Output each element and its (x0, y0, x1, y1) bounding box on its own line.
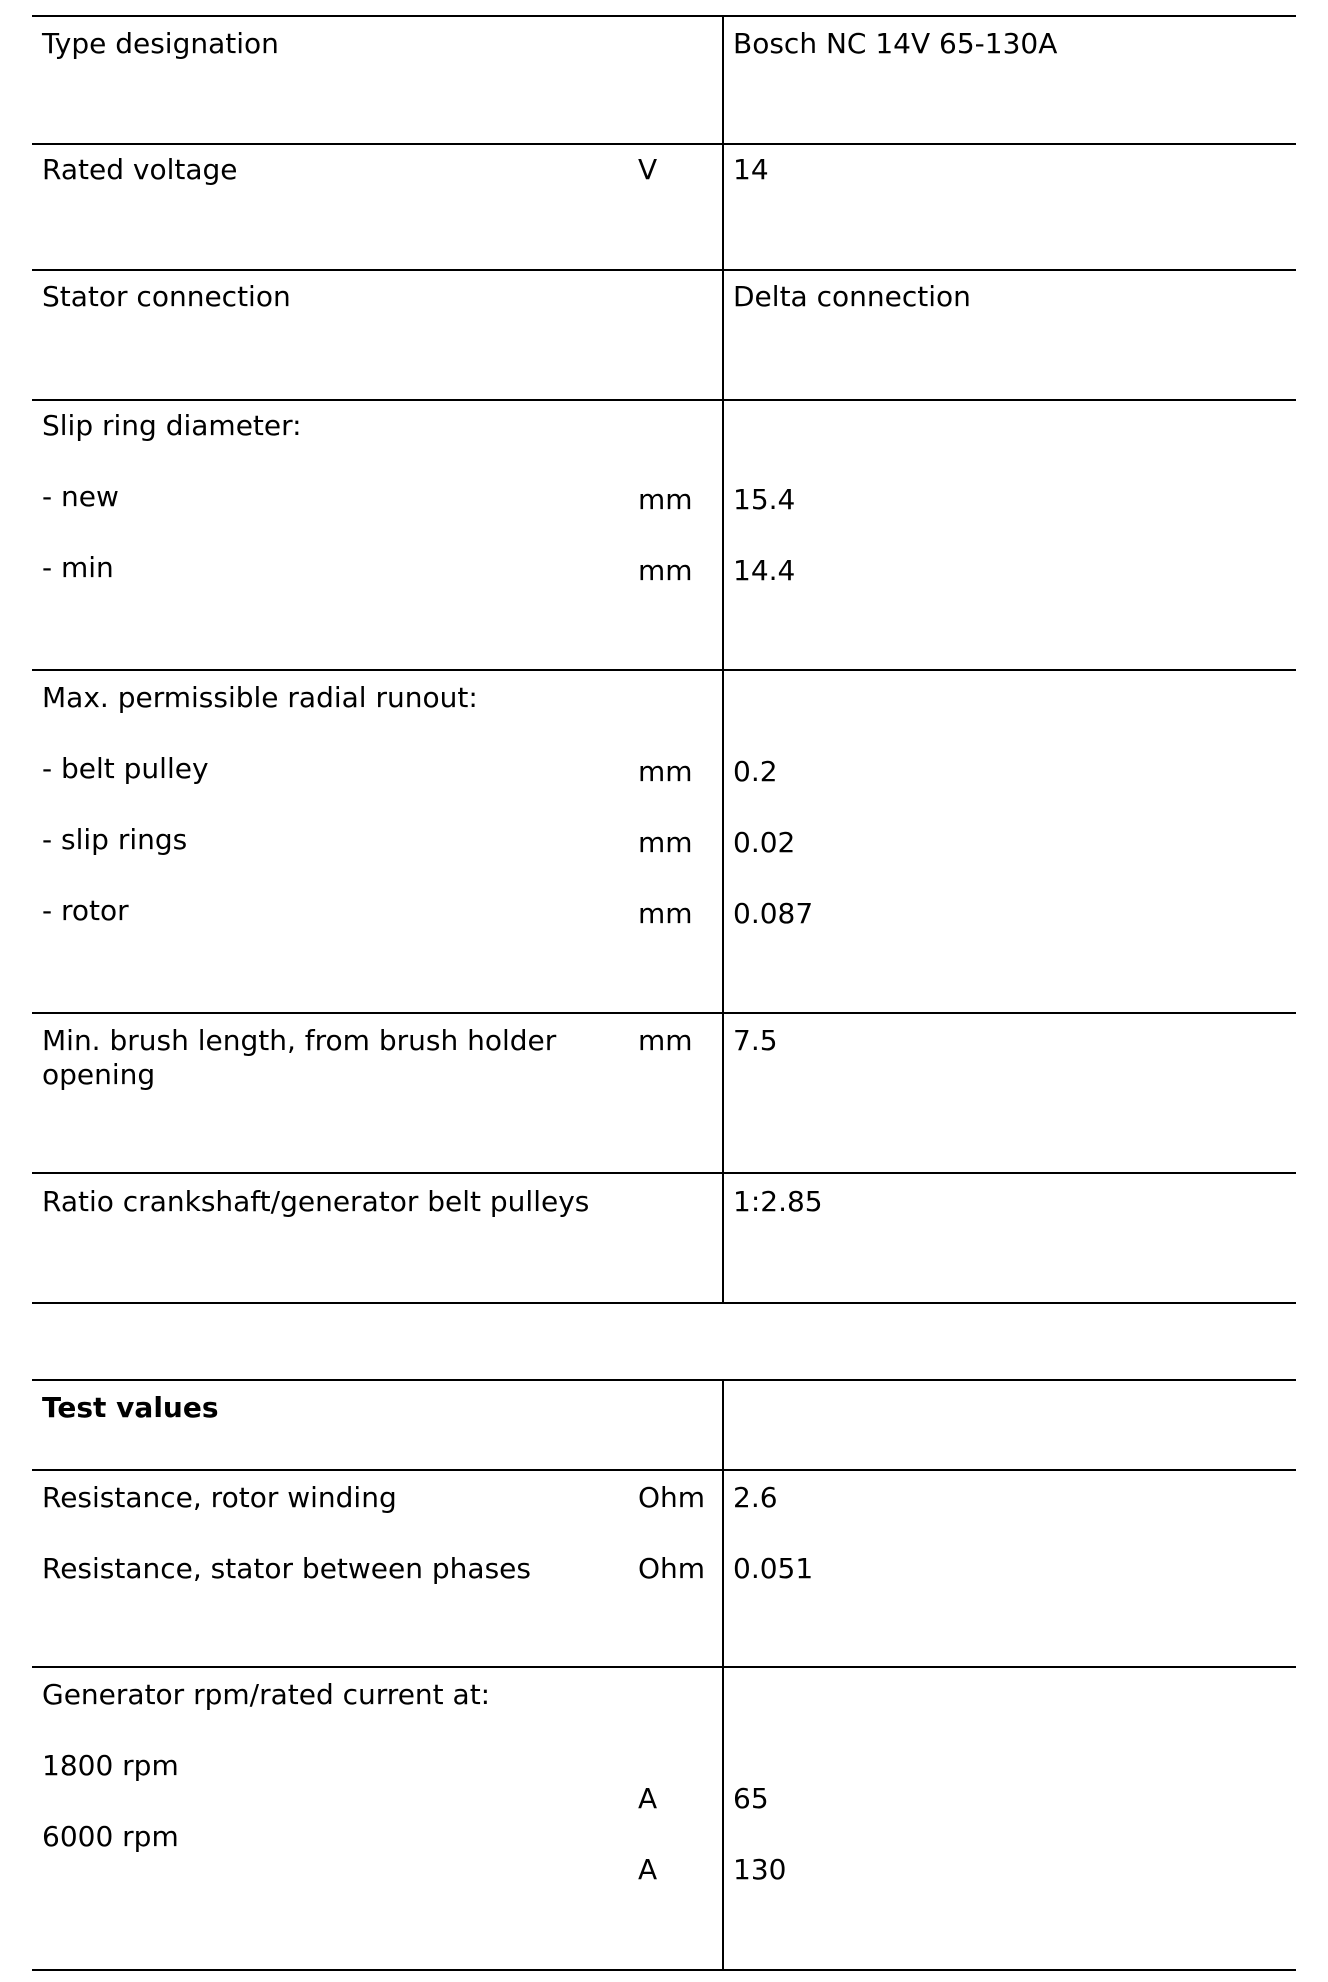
row-value: 130 (733, 1853, 787, 1886)
row-unit: A (638, 1853, 658, 1886)
row-unit: A (638, 1782, 658, 1815)
row-unit: Ohm (638, 1552, 706, 1585)
row-value: 0.087 (733, 897, 814, 930)
row-unit: Ohm (638, 1481, 706, 1514)
table-rule (32, 1969, 1296, 1971)
section-heading: Test values (42, 1391, 219, 1424)
row-sub-label: - rotor (42, 894, 129, 927)
row-value: 65 (733, 1782, 769, 1815)
row-sub-label: - slip rings (42, 823, 188, 856)
row-value: 7.5 (733, 1024, 778, 1057)
row-value: 0.02 (733, 826, 796, 859)
row-unit: V (638, 153, 658, 186)
row-sub-label: 1800 rpm (42, 1749, 179, 1782)
table-rule (32, 1469, 1296, 1471)
table-rule (32, 143, 1296, 145)
row-label: Slip ring diameter: (42, 409, 302, 442)
row-value: 1:2.85 (733, 1185, 823, 1218)
column-divider (722, 1379, 724, 1970)
row-unit: mm (638, 826, 693, 859)
row-value: Bosch NC 14V 65-130A (733, 27, 1058, 60)
row-unit: mm (638, 1024, 693, 1057)
row-label: Stator connection (42, 280, 291, 313)
row-label: Type designation (42, 27, 279, 60)
row-label: Rated voltage (42, 153, 238, 186)
table-rule (32, 1172, 1296, 1174)
row-unit: mm (638, 554, 693, 587)
row-value: 14 (733, 153, 769, 186)
row-unit: mm (638, 897, 693, 930)
row-label: Max. permissible radial runout: (42, 681, 478, 714)
row-label: Resistance, stator between phases (42, 1552, 531, 1585)
row-sub-label: - belt pulley (42, 752, 209, 785)
table-rule (32, 15, 1296, 17)
row-value: 14.4 (733, 554, 796, 587)
table-rule (32, 1302, 1296, 1304)
row-label: Resistance, rotor winding (42, 1481, 397, 1514)
row-sub-label: - new (42, 480, 119, 513)
table-rule (32, 1666, 1296, 1668)
row-value: 2.6 (733, 1481, 778, 1514)
row-value: 0.2 (733, 755, 778, 788)
table-rule (32, 269, 1296, 271)
row-value: 0.051 (733, 1552, 814, 1585)
row-label: Ratio crankshaft/generator belt pulleys (42, 1185, 590, 1218)
row-label: Generator rpm/rated current at: (42, 1678, 491, 1711)
row-sub-label: - min (42, 551, 114, 584)
row-unit: mm (638, 483, 693, 516)
table-rule (32, 1379, 1296, 1381)
row-label: Min. brush length, from brush holder opening (42, 1024, 557, 1091)
row-value: Delta connection (733, 280, 971, 313)
column-divider (722, 15, 724, 1303)
row-unit: mm (638, 755, 693, 788)
table-rule (32, 399, 1296, 401)
row-sub-label: 6000 rpm (42, 1820, 179, 1853)
table-rule (32, 669, 1296, 671)
row-value: 15.4 (733, 483, 796, 516)
table-rule (32, 1012, 1296, 1014)
